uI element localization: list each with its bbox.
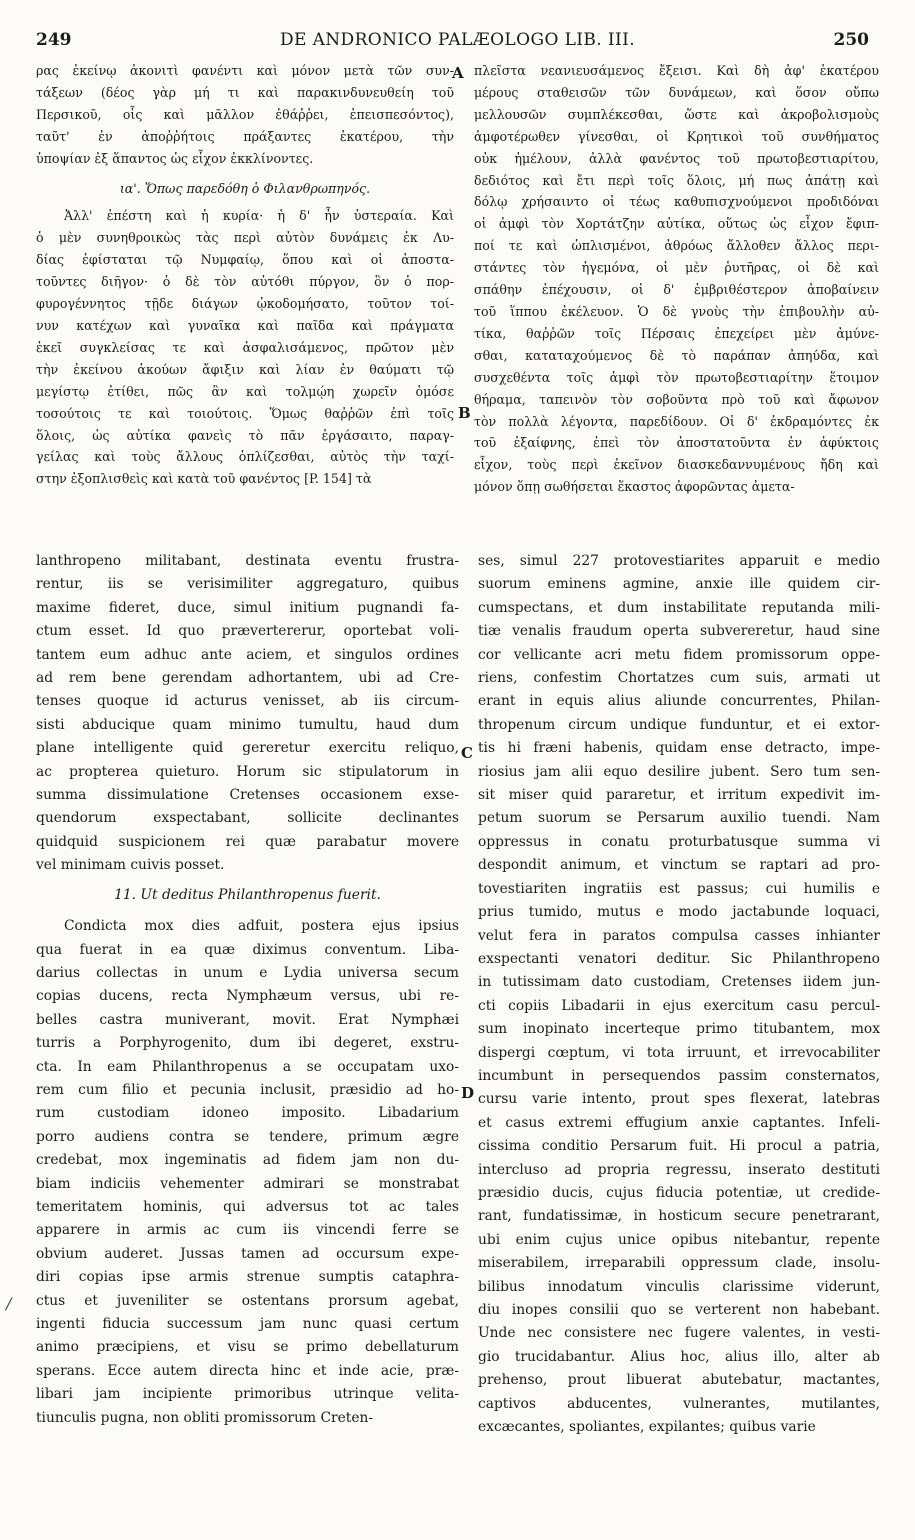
text-line: tiunculis pugna, non obliti promissorum Creten- bbox=[36, 1409, 374, 1426]
text-line: thropenum circum undique funduntur, et ei extor- bbox=[478, 716, 880, 733]
text-line: σπάθην ἐπέχουσιν, οἱ δ' ἐμβριθέστερον ἀποβαίνειν bbox=[474, 282, 879, 298]
text-line: biam indiciis vehementer admirari se monstrabat bbox=[36, 1175, 459, 1192]
text-line: cor vellicante acri metu fidem promissorum oppe- bbox=[478, 646, 880, 663]
text-line: riens, confestim Chortatzes cum suis, armati ut bbox=[478, 670, 880, 687]
text-line: et casus extremi effugium anxie captantes. Infeli- bbox=[478, 1114, 880, 1131]
text-line: incumbunt in persequendos passim consternatos, bbox=[478, 1067, 880, 1084]
text-line: cursu varie intento, prout spes flexerat, latebras bbox=[478, 1091, 880, 1108]
text-line: qua fuerat in ea quæ diximus conventum. Liba- bbox=[36, 941, 459, 958]
text-line: obvium auderet. Jussas tamen ad occursum expe- bbox=[36, 1245, 459, 1262]
text-line: θήραμα, ταπεινὸν τὸν σοβοῦντα πρὸ τοῦ καὶ ἄφωνον bbox=[474, 391, 879, 407]
text-line: darius collectas in unum e Lydia universa secum bbox=[36, 964, 459, 981]
text-line: tovestiariten ingratiis est passus; cui humilis e bbox=[478, 880, 880, 897]
text-line: dispergi cœptum, vi tota irruunt, et irrevocabiliter bbox=[478, 1044, 880, 1061]
text-line: ποί τε καὶ ὡπλισμένοι, ἀθρόως ἄλλοθεν ἄλλος περι- bbox=[474, 238, 879, 254]
text-line: τοσούτοις τε καὶ τοιούτοις. Ὅμως θαῤῥῶν ἐπὶ τοῖς bbox=[36, 405, 454, 421]
text-line: ingenti fiducia successum jam nunc quasi certum bbox=[36, 1316, 459, 1332]
text-line: animo præcipiens, et visu se primo debellaturum bbox=[36, 1339, 459, 1356]
text-line: τὸν πολλὰ λέγοντα, παρεδίδουν. Οἱ δ' ἐκδραμόντες ἐκ bbox=[474, 413, 879, 429]
page-number-left: 249 bbox=[36, 30, 72, 50]
text-line: petum suorum se Persarum auxilio tuendi. Nam bbox=[478, 810, 880, 827]
text-line: οὐκ ἠμέλουν, ἀλλὰ φανέντος τοῦ πρωτοβεστιαρίτου, bbox=[474, 150, 879, 166]
text-line: ὁ μὲν συνηθροικὼς τὰς περὶ αὐτὸν δυνάμεις ἐκ Λυ- bbox=[36, 230, 454, 246]
text-line: sperans. Ecce autem directa hinc et inde acie, præ- bbox=[36, 1362, 459, 1379]
text-line: Unde nec consistere nec fugere valentes, in vesti- bbox=[478, 1325, 880, 1342]
text-line: τοῦντες διῆγον· ὁ δὲ τὸν αὐτόθι πύργον, ὃν ὁ πορ- bbox=[36, 274, 454, 290]
text-line: bilibus innodatum vinculis clarissime viderunt, bbox=[478, 1278, 880, 1295]
text-line: ac propterea quieturo. Horum sic stipulatorum in bbox=[36, 763, 459, 780]
latin-column-left bbox=[36, 550, 459, 1430]
text-line: ses, simul 227 protovestiarites apparuit e medio bbox=[478, 553, 880, 569]
text-line: prius tumido, mutus e modo jactabunde loquaci, bbox=[478, 904, 880, 921]
latin-column-right bbox=[478, 550, 880, 1439]
text-line: velut fera in paratos compulsa casses inhianter bbox=[478, 927, 880, 944]
text-line: libari jam incipiente primoribus utrinque velita- bbox=[36, 1386, 459, 1403]
text-line: ἐκεῖ συγκλείσας τε καὶ ἀσφαλισάμενος, πρῶτον μὲν bbox=[36, 339, 454, 355]
section-heading: ια'. Ὅπως παρεδόθη ὁ Φιλανθρωπηνός. bbox=[119, 180, 371, 196]
text-line: cta. In eam Philanthropenus a se occupatam uxo- bbox=[36, 1058, 459, 1075]
text-line: Ἀλλ' ἐπέστη καὶ ἡ κυρία· ἡ δ' ἦν ὑστεραία. Καὶ bbox=[64, 208, 454, 224]
text-line: Περσικοῦ, οἷς καὶ μᾶλλον ἐθάῤῥει, ἐπεισπεσόντος), bbox=[36, 106, 454, 122]
margin-pencil-mark: / bbox=[6, 1294, 12, 1313]
text-line: ἀμφοτέρωθεν γίνεσθαι, οἱ Κρητικοὶ τοῦ συνθήματος bbox=[474, 128, 879, 144]
text-line: εἶχον, τοὺς περὶ ἐκεῖνον διασκεδαννυμένους ἤδη καὶ bbox=[474, 457, 879, 473]
text-line: diri copias ipse armis strenue sumptis cataphra- bbox=[36, 1269, 459, 1286]
text-line: sit miser quid pararetur, et irritum expedivit im- bbox=[478, 787, 880, 804]
text-line: prehenso, prout libuerat abutebatur, mactantes, bbox=[478, 1372, 880, 1389]
text-line: συσχεθέντα τοῖς ἀμφὶ τὸν πρωτοβεστιαρίτην ἕτοιμον bbox=[474, 369, 879, 385]
text-line: quidquid suspicionem rei quæ parabatur movere bbox=[36, 833, 459, 850]
text-line: rum custodiam idoneo imposito. Libadarium bbox=[36, 1105, 459, 1122]
text-line: porro audiens contra se tendere, primum ægre bbox=[36, 1128, 459, 1145]
text-line: μεγίστῳ ἐτίθει, πῶς ἂν καὶ τολμῴη χωρεῖν ὁμόσε bbox=[36, 383, 454, 399]
margin-letter-c: C bbox=[461, 744, 473, 762]
text-line: tantem eum adhuc ante aciem, et singulos ordines bbox=[36, 646, 459, 663]
greek-column-right bbox=[474, 60, 879, 498]
text-line: ρας ἐκείνῳ ἀκονιτὶ φανέντι καὶ μόνον μετὰ τῶν συν- bbox=[36, 63, 454, 78]
margin-letter-d: D bbox=[461, 1084, 475, 1102]
text-line: ad rem bene gerendam adhortantem, ubi ad Cre- bbox=[36, 670, 459, 687]
text-line: gio trucidabantur. Alius hoc, alius illo, alter ab bbox=[478, 1348, 880, 1365]
text-line: exspectanti venatori deditur. Sic Philanthropeno bbox=[478, 950, 880, 967]
text-line: Condicta mox dies adfuit, postera ejus ipsius bbox=[64, 918, 459, 935]
text-line: ὅλοις, ὡς αὐτίκα φανεὶς τὸ πᾶν ἐργάσαιτο, παραγ- bbox=[36, 427, 454, 443]
text-line: excæcantes, spoliantes, expilantes; quibus varie bbox=[478, 1419, 816, 1436]
text-line: πλεῖστα νεανιευσάμενος ἔξεισι. Καὶ δὴ ἀφ' ἑκατέρου bbox=[474, 63, 879, 78]
text-line: vel minimam cuivis posset. bbox=[36, 857, 225, 874]
text-line: μέρους σταθεισῶν τῶν δυνάμεων, καὶ ὅσον οὔπω bbox=[474, 84, 879, 100]
text-line: δεδιότος καὶ ἔτι περὶ τοῖς ὅλοις, μή πως ἀπάτῃ καὶ bbox=[474, 172, 879, 188]
text-line: τίκα, θαῤῥῶν τοῖς Πέρσαις ἐπεχείρει μὲν ἀμύνε- bbox=[474, 325, 879, 341]
text-line: belles castra muniverant, movit. Erat Nymphæi bbox=[36, 1011, 459, 1028]
text-line: suorum eminens agmine, anxie ille quidem cir- bbox=[478, 576, 880, 593]
text-line: δίας ἐφίσταται τῷ Νυμφαίῳ, ὅπου καὶ οἱ ἀποστα- bbox=[36, 252, 454, 268]
text-line: cissima conditio Persarum fuit. Hi procul a patria, bbox=[478, 1138, 880, 1155]
text-line: sum inopinato incerteque primo titubantem, mox bbox=[478, 1021, 880, 1038]
text-line: quendorum exspectabant, sollicite declinantes bbox=[36, 810, 459, 827]
text-line: tiæ venalis fraudum operta subvereretur, haud sine bbox=[478, 623, 880, 640]
text-line: μελλουσῶν συμπλέκεσθαι, ὥστε καὶ ἀκροβολισμοὺς bbox=[474, 106, 879, 122]
text-line: rant, fundatissimæ, in hosticum secure penetrarant, bbox=[478, 1208, 880, 1225]
text-line: in tutissimam dato custodiam, Cretenses iidem jun- bbox=[478, 974, 880, 991]
text-line: turris a Porphyrogenito, dum ibi degeret, exstru- bbox=[36, 1035, 459, 1052]
text-line: δόλῳ χρήσαιντο οἱ τέως καθυπισχνούμενοι προδιδόναι bbox=[474, 194, 879, 210]
running-header bbox=[0, 0, 915, 50]
text-line: cti copiis Libadarii in ejus exercitum casu percul- bbox=[478, 997, 880, 1014]
text-line: ubi enim cujus unice opibus nitebantur, repente bbox=[478, 1231, 880, 1248]
text-line: τοῦ ἵππου ἐκέλευον. Ὁ δὲ γνοὺς τὴν ἐπιβουλὴν αὐ- bbox=[474, 303, 879, 319]
running-title: DE ANDRONICO PALÆOLOGO LIB. III. bbox=[279, 30, 636, 50]
text-line: ctum esset. Id quo prævertererur, oportebat voli- bbox=[36, 623, 459, 640]
text-line: maxime fideret, duce, simul initium pugnandi fa- bbox=[36, 599, 459, 616]
text-line: captivos abducentes, vulnerantes, mutilantes, bbox=[478, 1395, 880, 1412]
text-line: præsidio ducis, cujus fiducia potentiæ, ut credide- bbox=[478, 1184, 880, 1201]
text-line: rem cum filio et pecunia inclusit, præsidio ad ho- bbox=[36, 1081, 459, 1098]
text-line: στάντες τὸν ἡγεμόνα, οἱ μὲν ῥυτῆρας, οἱ δὲ καὶ bbox=[474, 260, 879, 276]
text-line: sisti abducique quam minimo tumultu, haud dum bbox=[36, 716, 459, 733]
text-line: γείλας καὶ τοὺς ἄλλους ὁπλίζεσθαι, αὐτὸς τὴν ταχί- bbox=[36, 449, 454, 465]
page-number-right: 250 bbox=[833, 30, 869, 50]
text-line: oppressus in conatu proturbatusque summa vi bbox=[478, 833, 880, 850]
text-line: lanthropeno militabant, destinata eventu frustra- bbox=[36, 553, 459, 569]
text-line: miserabilem, irreparabili oppressum clade, insolu- bbox=[478, 1255, 880, 1272]
text-line: copias ducens, recta Nymphæum versus, ubi re- bbox=[36, 988, 459, 1005]
greek-column-left bbox=[36, 60, 454, 490]
text-line: intercluso ad propria regressu, inserato destituti bbox=[478, 1161, 880, 1178]
text-line: riosius jam alii equo desilire jubent. Sero tum sen- bbox=[478, 763, 880, 780]
text-line: ὑποψίαν ἐξ ἅπαντος ὡς εἶχον ἐκκλίνοντες. bbox=[36, 150, 314, 166]
text-line: cumspectans, et dum instabilitate reputanda mili- bbox=[478, 599, 880, 616]
text-line: ταῦτ' ἐν ἀποῤῥήτοις πράξαντες ἑκατέρου, τὴν bbox=[36, 128, 454, 144]
margin-letter-b: B bbox=[458, 404, 471, 422]
text-line: τὴν ἐκείνου ἀκούων ἄφιξιν καὶ λίαν ἐν θαύματι τῷ bbox=[36, 361, 454, 377]
text-line: credebat, mox ingeminatis ad fidem jam non du- bbox=[36, 1152, 459, 1169]
text-line: apparere in armis ac cum iis vincendi ferre se bbox=[36, 1222, 459, 1239]
text-line: ctus et juveniliter se ostentans prorsum agebat, bbox=[36, 1292, 459, 1309]
text-line: σθαι, καταταχούμενος δὲ τὸ παράπαν ἀπηύδα, καὶ bbox=[474, 347, 879, 363]
text-line: tis hi fræni habenis, quidam ense detracto, impe- bbox=[478, 740, 880, 757]
text-line: φυρογέννητος τῇδε διάγων ᾠκοδομήσατο, τοῦτον τοί- bbox=[36, 296, 454, 312]
text-line: rentur, iis se verisimiliter aggregaturo, quibus bbox=[36, 576, 459, 593]
text-line: οἱ ἀμφὶ τὸν Χορτάτζην αὐτίκα, οὕτως ὡς εἶχον ἔφιπ- bbox=[474, 216, 879, 232]
text-line: μόνον ὅπῃ σωθήσεται ἕκαστος ἀφορῶντας ἀμετα- bbox=[474, 479, 795, 495]
text-line: plane intelligente quid gereretur exercitu reliquo, bbox=[36, 740, 459, 757]
text-line: despondit animum, et vinctum se raptari ad pro- bbox=[478, 857, 880, 874]
text-line: στην ἐξοπλισθεὶς καὶ κατὰ τοῦ φανέντος [P. 154] τὰ bbox=[36, 471, 372, 487]
section-heading: 11. Ut deditus Philanthropenus fuerit. bbox=[114, 886, 381, 903]
text-line: summa dissimulatione Cretenses occasionem exse- bbox=[36, 787, 459, 804]
text-line: temeritatem hominis, qui adversus tot ac tales bbox=[36, 1198, 459, 1215]
margin-letter-a: A bbox=[452, 64, 464, 82]
text-line: tenses quoque id acturus venisset, ab iis circum- bbox=[36, 693, 459, 710]
text-line: diu inopes consilii quo se verterent non habebant. bbox=[478, 1302, 880, 1318]
text-line: νυν κατέχων καὶ γυναῖκα καὶ παῖδα καὶ πράγματα bbox=[36, 317, 454, 333]
text-line: τάξεων (δέος γὰρ μή τι καὶ παρακινδυνευθείη τοῦ bbox=[36, 84, 454, 100]
text-line: erant in equis alius aliunde concurrentes, Philan- bbox=[478, 693, 880, 710]
text-line: τοῦ ἐξαίφνης, ἐπεὶ τὸν ἀποστατοῦντα ἐν ἀφύκτοις bbox=[474, 435, 879, 451]
